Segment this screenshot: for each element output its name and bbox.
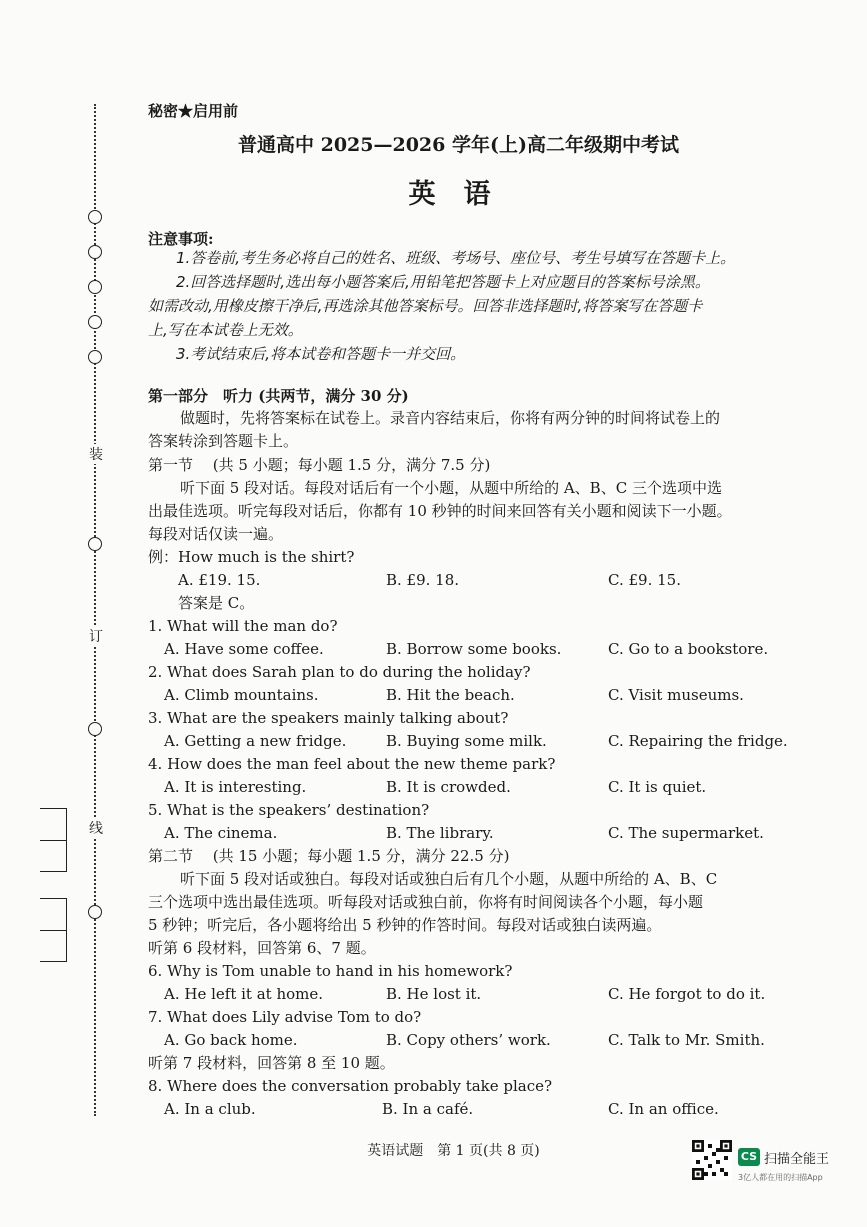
field-divider [40,930,66,931]
notice-heading: 注意事项: [148,230,214,248]
option-c: C. He forgot to do it. [608,985,766,1003]
example-answer: 答案是 C。 [178,594,255,612]
option-b: B. Copy others’ work. [386,1031,551,1049]
section2-intro: 听下面 5 段对话或独白。每段对话或独白后有几个小题，从题中所给的 A、B、C [180,870,718,888]
option-c: C. Visit museums. [608,686,744,704]
qr-code-icon [692,1140,732,1180]
binding-hole [88,905,102,919]
binding-hole [88,315,102,329]
section1-title: 第一节 (共 5 小题；每小题 1.5 分，满分 7.5 分) [148,456,491,474]
option-b: B. In a café. [382,1100,474,1118]
option-c: C. Repairing the fridge. [608,732,788,750]
subject-title: 英语 [408,179,519,210]
part1-title: 第一部分 听力 (共两节，满分 30 分) [148,387,409,405]
option-c: C. Go to a bookstore. [608,640,769,658]
question: 6. Why is Tom unable to hand in his homework? [148,962,513,980]
binding-hole [88,245,102,259]
option-a: A. It is interesting. [164,778,307,796]
question: 5. What is the speakers’ destination? [148,801,430,819]
binding-hole [88,210,102,224]
scanner-logo-icon: CS [738,1148,760,1166]
option-b: B. It is crowded. [386,778,511,796]
option-a: A. Climb mountains. [164,686,319,704]
example-option-c: C. £9. 15. [608,571,681,589]
confidential-label: 秘密★启用前 [148,102,239,120]
question: 8. Where does the conversation probably take place? [148,1077,553,1095]
example-option-b: B. £9. 18. [386,571,460,589]
field-divider [40,840,66,841]
option-b: B. Buying some milk. [386,732,547,750]
option-a: A. Have some coffee. [164,640,324,658]
option-a: A. The cinema. [164,824,278,842]
material-instruction: 听第 6 段材料，回答第 6、7 题。 [148,939,376,957]
question: 4. How does the man feel about the new theme park? [148,755,556,773]
option-b: B. He lost it. [386,985,482,1003]
section1-intro: 每段对话仅读一遍。 [148,525,284,543]
section2-intro: 5 秒钟；听完后，各小题将给出 5 秒钟的作答时间。每段对话或独白读两遍。 [148,916,662,934]
question: 1. What will the man do? [148,617,338,635]
example-question: 例：How much is the shirt? [148,548,355,566]
option-b: B. Borrow some books. [386,640,562,658]
scanner-tagline: 3亿人都在用的扫描App [738,1173,823,1182]
exam-title: 普通高中 2025—2026 学年(上)高二年级期中考试 [238,134,679,156]
option-b: B. The library. [386,824,494,842]
option-a: A. Getting a new fridge. [164,732,347,750]
part1-intro: 做题时，先将答案标在试卷上。录音内容结束后，你将有两分钟的时间将试卷上的 [180,409,721,427]
option-c: C. The supermarket. [608,824,764,842]
option-c: C. It is quiet. [608,778,707,796]
option-a: A. In a club. [164,1100,256,1118]
option-c: C. In an office. [608,1100,719,1118]
binding-hole [88,537,102,551]
binding-char-xian: 线 [89,818,103,838]
material-instruction: 听第 7 段材料，回答第 8 至 10 题。 [148,1054,395,1072]
part1-intro: 答案转涂到答题卡上。 [148,432,299,450]
binding-hole [88,280,102,294]
scanner-app-name: 扫描全能王 [764,1152,830,1167]
binding-hole [88,350,102,364]
notice-item: 如需改动,用橡皮擦干净后,再选涂其他答案标号。回答非选择题时,将答案写在答题卡 [148,297,703,315]
notice-item: 1.答卷前,考生务必将自己的姓名、班级、考场号、座位号、考生号填写在答题卡上。 [176,249,736,267]
section1-intro: 出最佳选项。听完每段对话后，你都有 10 秒钟的时间来回答有关小题和阅读下一小题。 [148,502,732,520]
question: 2. What does Sarah plan to do during the holiday? [148,663,531,681]
notice-item: 2.回答选择题时,选出每小题答案后,用铅笔把答题卡上对应题目的答案标号涂黑。 [176,273,710,291]
section1-intro: 听下面 5 段对话。每段对话后有一个小题，从题中所给的 A、B、C 三个选项中选 [180,479,722,497]
question: 7. What does Lily advise Tom to do? [148,1008,422,1026]
option-a: A. Go back home. [164,1031,298,1049]
page-footer: 英语试题 第 1 页(共 8 页) [367,1143,540,1159]
question: 3. What are the speakers mainly talking about? [148,709,509,727]
notice-item: 上,写在本试卷上无效。 [148,321,303,339]
option-b: B. Hit the beach. [386,686,515,704]
binding-hole [88,722,102,736]
notice-item: 3.考试结束后,将本试卷和答题卡一并交回。 [176,345,466,363]
binding-char-zhuang: 装 [89,444,103,464]
section2-intro: 三个选项中选出最佳选项。听每段对话或独白前，你将有时间阅读各个小题，每小题 [148,893,704,911]
example-option-a: A. £19. 15. [178,571,261,589]
section2-title: 第二节 (共 15 小题；每小题 1.5 分，满分 22.5 分) [148,847,510,865]
option-c: C. Talk to Mr. Smith. [608,1031,765,1049]
binding-char-ding: 订 [89,626,103,646]
option-a: A. He left it at home. [164,985,324,1003]
